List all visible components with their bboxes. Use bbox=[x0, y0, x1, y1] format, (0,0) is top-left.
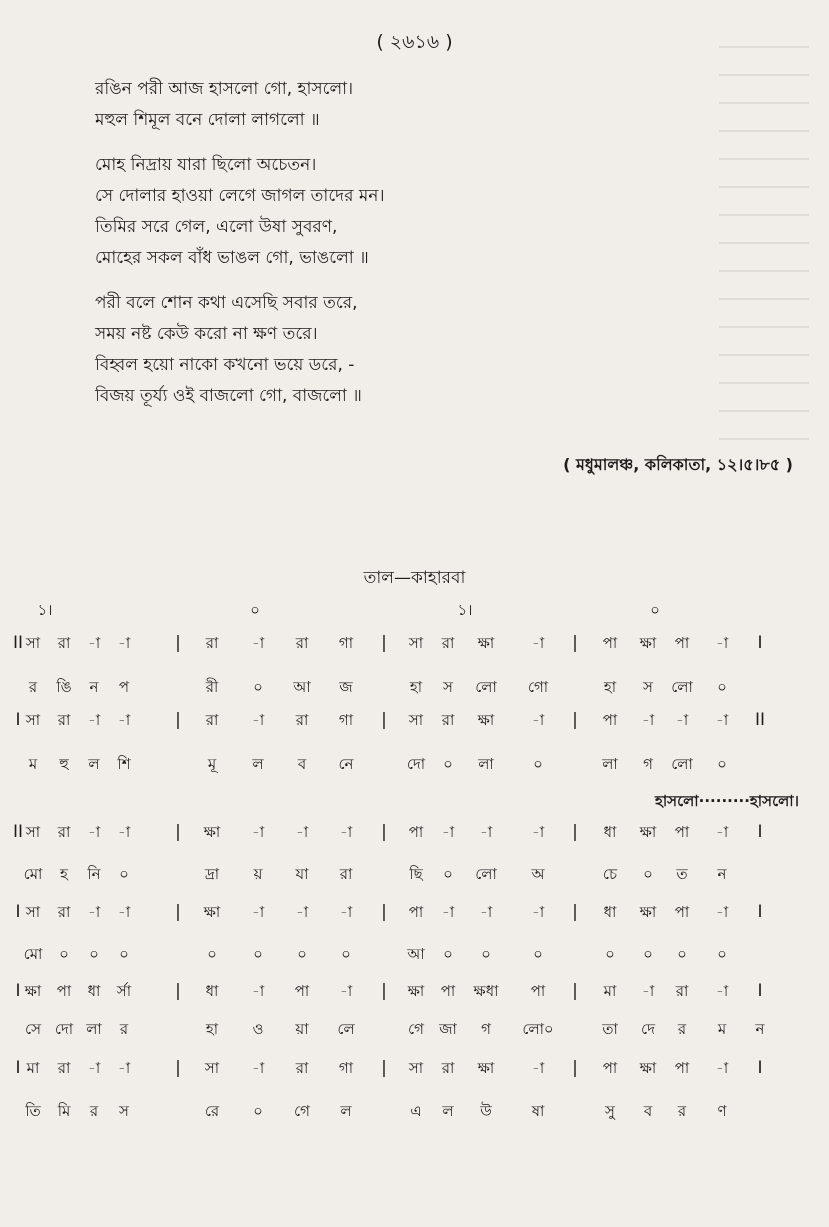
syllable: ০ bbox=[341, 945, 351, 963]
swara-note: গা bbox=[338, 634, 354, 652]
swara-note: -া bbox=[87, 1059, 101, 1077]
swara-note: পা bbox=[602, 634, 618, 652]
syllable: ০ bbox=[443, 945, 453, 963]
swara-note: -া bbox=[117, 711, 131, 729]
syllable: সে bbox=[25, 1020, 41, 1038]
syllable: শি bbox=[117, 755, 131, 773]
bar-line: I bbox=[15, 710, 21, 730]
swara-note: -া bbox=[715, 823, 729, 841]
bar-line: I bbox=[757, 633, 763, 653]
syllable: ত bbox=[676, 865, 688, 883]
syllable: ল bbox=[88, 755, 100, 773]
swara-note: ধা bbox=[603, 823, 617, 841]
swara-note: ধা bbox=[87, 982, 101, 1000]
syllable: র bbox=[677, 1102, 687, 1120]
syllable: দে bbox=[641, 1020, 655, 1038]
syllable: দো bbox=[406, 755, 426, 773]
syllable: ল bbox=[252, 755, 264, 773]
syllable: ০ bbox=[717, 945, 727, 963]
syllable: রে bbox=[204, 1102, 220, 1120]
syllable: ০ bbox=[533, 945, 543, 963]
lyric-line: মহুল শিমূল বনে দোলা লাগলো ॥ bbox=[95, 110, 320, 130]
swara-note: -া bbox=[531, 711, 545, 729]
syllable: র bbox=[89, 1102, 99, 1120]
syllable: হা bbox=[409, 678, 423, 696]
swara-note: -া bbox=[251, 634, 265, 652]
swara-note: -া bbox=[87, 903, 101, 921]
swara-note: পা bbox=[674, 634, 690, 652]
swara-note: রা bbox=[57, 711, 71, 729]
beat-marks-row bbox=[0, 595, 829, 625]
swara-note: সা bbox=[25, 711, 41, 729]
syllable: লে bbox=[337, 1020, 355, 1038]
syllable: লো bbox=[475, 678, 497, 696]
swara-note: -া bbox=[251, 982, 265, 1000]
swara-note: সা bbox=[25, 823, 41, 841]
swara-note: -া bbox=[87, 823, 101, 841]
syllable: আ bbox=[407, 945, 425, 963]
syllable: গে bbox=[408, 1020, 424, 1038]
bar-line: | bbox=[572, 633, 578, 653]
bar-line: II bbox=[12, 822, 24, 842]
swara-note: পা bbox=[440, 982, 456, 1000]
swara-note: -া bbox=[339, 823, 353, 841]
swara-note: পা bbox=[294, 982, 310, 1000]
swara-note: ক্ষধা bbox=[473, 982, 499, 1000]
syllable: ছি bbox=[409, 865, 423, 883]
swara-note: -া bbox=[715, 634, 729, 652]
syllable: এ bbox=[410, 1102, 422, 1120]
bar-line: I bbox=[757, 981, 763, 1001]
syllable: র bbox=[677, 1020, 687, 1038]
bar-line: | bbox=[572, 981, 578, 1001]
syllable: জ bbox=[339, 678, 353, 696]
syllable: ০ bbox=[533, 755, 543, 773]
syllable: আ bbox=[293, 678, 311, 696]
swara-note: গা bbox=[338, 711, 354, 729]
syllable: তি bbox=[25, 1102, 41, 1120]
syllable: ন bbox=[755, 1020, 765, 1038]
swara-note: ক্ষা bbox=[639, 903, 657, 921]
swara-note: ধা bbox=[205, 982, 219, 1000]
swara-note: -া bbox=[117, 903, 131, 921]
tala-heading: তাল—কাহারবা bbox=[363, 568, 466, 588]
swara-note: সা bbox=[204, 1059, 220, 1077]
syllable: ০ bbox=[605, 945, 615, 963]
bar-line: | bbox=[381, 981, 387, 1001]
swara-note: -া bbox=[715, 903, 729, 921]
syllable: রী bbox=[205, 678, 219, 696]
lyric-syllable-row bbox=[0, 672, 829, 702]
syllable: লা bbox=[602, 755, 618, 773]
syllable: ল bbox=[340, 1102, 352, 1120]
syllable: ০ bbox=[717, 755, 727, 773]
syllable: দ্রা bbox=[204, 865, 220, 883]
bar-line: I bbox=[15, 981, 21, 1001]
swara-note: পা bbox=[408, 903, 424, 921]
syllable: ০ bbox=[59, 945, 69, 963]
swara-note: ক্ষা bbox=[477, 711, 495, 729]
swara-note: -া bbox=[441, 903, 455, 921]
stanza bbox=[95, 288, 385, 412]
swara-note: রা bbox=[57, 634, 71, 652]
lyric-syllable-row bbox=[0, 1096, 829, 1126]
swara-note: ক্ষা bbox=[639, 823, 657, 841]
bar-line: II bbox=[12, 633, 24, 653]
lyric-line: মোহের সকল বাঁধ ভাঙল গো, ভাঙলো ॥ bbox=[95, 248, 369, 268]
syllable: লা bbox=[86, 1020, 102, 1038]
swara-note: -া bbox=[715, 1059, 729, 1077]
syllable: ০ bbox=[89, 945, 99, 963]
bar-line: | bbox=[175, 822, 181, 842]
bar-line: I bbox=[15, 1058, 21, 1078]
bar-line: | bbox=[381, 633, 387, 653]
swara-note: -া bbox=[117, 634, 131, 652]
swara-note: ক্ষা bbox=[203, 903, 221, 921]
bar-line: | bbox=[381, 822, 387, 842]
lyric-line: বিহ্বল হয়ো নাকো কখনো ভয়ে ডরে, - bbox=[95, 355, 355, 375]
syllable: অ bbox=[531, 865, 545, 883]
swara-note: ক্ষা bbox=[203, 823, 221, 841]
swara-note: -া bbox=[339, 982, 353, 1000]
syllable: রা bbox=[339, 865, 353, 883]
swara-note: -া bbox=[715, 711, 729, 729]
swara-note: সা bbox=[25, 903, 41, 921]
lyric-syllable-row bbox=[0, 749, 829, 779]
syllable: গো bbox=[527, 678, 549, 696]
swara-note: ক্ষা bbox=[477, 634, 495, 652]
syllable: ণ bbox=[717, 1102, 727, 1120]
swara-note: -া bbox=[641, 982, 655, 1000]
song-lyrics bbox=[95, 74, 385, 426]
syllable: স bbox=[119, 1102, 129, 1120]
swara-note: -া bbox=[87, 634, 101, 652]
swara-note: -া bbox=[295, 823, 309, 841]
lyric-syllable-row bbox=[0, 1014, 829, 1044]
swara-note: -া bbox=[531, 634, 545, 652]
swara-note: সা bbox=[408, 634, 424, 652]
syllable: র bbox=[28, 678, 38, 696]
syllable: লো০ bbox=[522, 1020, 554, 1038]
swara-row bbox=[0, 976, 829, 1006]
syllable: স bbox=[443, 678, 453, 696]
swara-note: পা bbox=[674, 823, 690, 841]
swara-note: ক্ষা bbox=[24, 982, 42, 1000]
syllable: ০ bbox=[443, 865, 453, 883]
syllable: ম bbox=[28, 755, 38, 773]
swara-note: রা bbox=[205, 711, 219, 729]
lyric-line: রঙিন পরী আজ হাসলো গো, হাসলো। bbox=[95, 79, 354, 99]
swara-note: -া bbox=[251, 823, 265, 841]
swara-note: রা bbox=[441, 634, 455, 652]
swara-note: রা bbox=[441, 711, 455, 729]
swara-note: পা bbox=[56, 982, 72, 1000]
syllable: ০ bbox=[253, 678, 263, 696]
swara-note: -া bbox=[531, 823, 545, 841]
syllable: ০ bbox=[119, 865, 129, 883]
swara-note: র্সা bbox=[116, 982, 132, 1000]
syllable: গে bbox=[294, 1102, 310, 1120]
swara-note: -া bbox=[479, 903, 493, 921]
swara-note: মা bbox=[603, 982, 617, 1000]
swara-note: গা bbox=[338, 1059, 354, 1077]
swara-note: রা bbox=[295, 1059, 309, 1077]
source-citation: ( মধুমালঞ্চ, কলিকাতা, ১২।৫।৮৫ ) bbox=[563, 455, 793, 474]
swara-note: রা bbox=[675, 982, 689, 1000]
syllable: চে bbox=[602, 865, 618, 883]
syllable: ০ bbox=[481, 945, 491, 963]
beat-mark: ০ bbox=[650, 601, 660, 619]
swara-note: -া bbox=[251, 711, 265, 729]
lyric-line: তিমির সরে গেল, এলো উষা সুবরণ, bbox=[95, 217, 338, 237]
swara-note: পা bbox=[602, 1059, 618, 1077]
swara-note: রা bbox=[57, 823, 71, 841]
bar-line: | bbox=[381, 710, 387, 730]
syllable: দো bbox=[54, 1020, 74, 1038]
swara-note: রা bbox=[441, 1059, 455, 1077]
syllable: হা bbox=[205, 1020, 219, 1038]
swara-row bbox=[0, 897, 829, 927]
syllable: ও bbox=[252, 1020, 264, 1038]
syllable: ০ bbox=[297, 945, 307, 963]
swara-note: পা bbox=[408, 823, 424, 841]
swara-note: ক্ষা bbox=[407, 982, 425, 1000]
swara-note: ক্ষা bbox=[639, 634, 657, 652]
bar-line: | bbox=[175, 902, 181, 922]
swara-note: ধা bbox=[603, 903, 617, 921]
swara-note: -া bbox=[251, 1059, 265, 1077]
bar-line: | bbox=[572, 1058, 578, 1078]
swara-note: -া bbox=[295, 903, 309, 921]
syllable: ন bbox=[89, 678, 99, 696]
swara-note: -া bbox=[339, 903, 353, 921]
lyric-syllable-row bbox=[0, 939, 829, 969]
swara-note: সা bbox=[408, 711, 424, 729]
syllable: হু bbox=[59, 755, 69, 773]
refrain-lead-text: হাসলো·········হাসলো। bbox=[654, 792, 799, 810]
swara-note: -া bbox=[251, 903, 265, 921]
syllable: স bbox=[643, 678, 653, 696]
swara-note: -া bbox=[641, 711, 655, 729]
syllable: ঙি bbox=[56, 678, 72, 696]
bar-line: I bbox=[757, 822, 763, 842]
syllable: ব bbox=[643, 1102, 653, 1120]
swara-note: -া bbox=[117, 823, 131, 841]
lyric-line: বিজয় তূর্য্য ওই বাজলো গো, বাজলো ॥ bbox=[95, 386, 362, 406]
lyric-syllable-row bbox=[0, 859, 829, 889]
syllable: র bbox=[119, 1020, 129, 1038]
syllable: ০ bbox=[119, 945, 129, 963]
swara-note: সা bbox=[408, 1059, 424, 1077]
bar-line: | bbox=[381, 1058, 387, 1078]
swara-note: -া bbox=[675, 711, 689, 729]
swara-note: পা bbox=[674, 1059, 690, 1077]
swara-note: পা bbox=[602, 711, 618, 729]
bar-line: I bbox=[757, 902, 763, 922]
bar-line: | bbox=[381, 902, 387, 922]
syllable: ব bbox=[297, 755, 307, 773]
swara-note: ক্ষা bbox=[477, 1059, 495, 1077]
syllable: গ bbox=[481, 1020, 491, 1038]
bar-line: | bbox=[175, 1058, 181, 1078]
syllable: ০ bbox=[717, 678, 727, 696]
swara-row bbox=[0, 628, 829, 658]
swara-note: সা bbox=[25, 634, 41, 652]
beat-mark: ০ bbox=[250, 601, 260, 619]
swara-note: -া bbox=[531, 903, 545, 921]
swara-note: পা bbox=[530, 982, 546, 1000]
syllable: ন bbox=[717, 865, 727, 883]
syllable: গ bbox=[643, 755, 653, 773]
syllable: নি bbox=[87, 865, 101, 883]
swara-note: -া bbox=[441, 823, 455, 841]
syllable: ০ bbox=[643, 945, 653, 963]
syllable: উ bbox=[480, 1102, 492, 1120]
lyric-line: মোহ নিদ্রায় যারা ছিলো অচেতন। bbox=[95, 155, 317, 175]
stanza bbox=[95, 150, 385, 274]
swara-note: রা bbox=[57, 1059, 71, 1077]
swara-row bbox=[0, 817, 829, 847]
bar-line: | bbox=[572, 902, 578, 922]
swara-note: রা bbox=[295, 711, 309, 729]
swara-note: রা bbox=[57, 903, 71, 921]
bar-line: | bbox=[175, 633, 181, 653]
syllable: লো bbox=[671, 755, 693, 773]
swara-note: রা bbox=[295, 634, 309, 652]
swara-note: পা bbox=[674, 903, 690, 921]
syllable: ল bbox=[442, 1102, 454, 1120]
syllable: ০ bbox=[443, 755, 453, 773]
bar-line: | bbox=[175, 710, 181, 730]
swara-note: -া bbox=[87, 711, 101, 729]
swara-note: -া bbox=[117, 1059, 131, 1077]
syllable: নে bbox=[338, 755, 354, 773]
syllable: মো bbox=[23, 865, 43, 883]
swara-note: -া bbox=[531, 1059, 545, 1077]
stanza bbox=[95, 74, 385, 136]
syllable: হা bbox=[603, 678, 617, 696]
swara-note: রা bbox=[205, 634, 219, 652]
syllable: য় bbox=[253, 865, 263, 883]
syllable: সু bbox=[605, 1102, 615, 1120]
bar-line: I bbox=[757, 1058, 763, 1078]
syllable: ০ bbox=[643, 865, 653, 883]
syllable: ০ bbox=[677, 945, 687, 963]
swara-note: -া bbox=[715, 982, 729, 1000]
syllable: ০ bbox=[253, 945, 263, 963]
swara-note: ক্ষা bbox=[639, 1059, 657, 1077]
syllable: ০ bbox=[207, 945, 217, 963]
syllable: যা bbox=[295, 865, 309, 883]
syllable: লো bbox=[475, 865, 497, 883]
syllable: মো bbox=[23, 945, 43, 963]
bar-line: | bbox=[175, 981, 181, 1001]
bar-line: II bbox=[754, 710, 766, 730]
bar-line: I bbox=[15, 902, 21, 922]
bar-line: | bbox=[572, 710, 578, 730]
swara-note: -া bbox=[479, 823, 493, 841]
syllable: ষা bbox=[531, 1102, 545, 1120]
syllable: লো bbox=[671, 678, 693, 696]
swara-note: মা bbox=[26, 1059, 40, 1077]
show-through-marks bbox=[719, 20, 809, 440]
lyric-line: সময় নষ্ট কেউ করো না ক্ষণ তরে। bbox=[95, 324, 318, 344]
syllable: ম bbox=[717, 1020, 727, 1038]
bar-line: | bbox=[572, 822, 578, 842]
swara-row bbox=[0, 1053, 829, 1083]
lyric-line: সে দোলার হাওয়া লেগে জাগল তাদের মন। bbox=[95, 186, 385, 206]
syllable: তা bbox=[602, 1020, 618, 1038]
page-number: ( ২৬১৬ ) bbox=[376, 31, 453, 53]
beat-mark: ১। bbox=[457, 601, 473, 619]
syllable: মি bbox=[57, 1102, 71, 1120]
swara-row bbox=[0, 705, 829, 735]
syllable: লা bbox=[478, 755, 494, 773]
syllable: প bbox=[118, 678, 130, 696]
beat-mark: ১। bbox=[37, 601, 53, 619]
syllable: জা bbox=[439, 1020, 457, 1038]
syllable: য়া bbox=[295, 1020, 309, 1038]
syllable: মূ bbox=[207, 755, 217, 773]
syllable: হ bbox=[60, 865, 68, 883]
syllable: ০ bbox=[253, 1102, 263, 1120]
lyric-line: পরী বলে শোন কথা এসেছি সবার তরে, bbox=[95, 293, 358, 313]
